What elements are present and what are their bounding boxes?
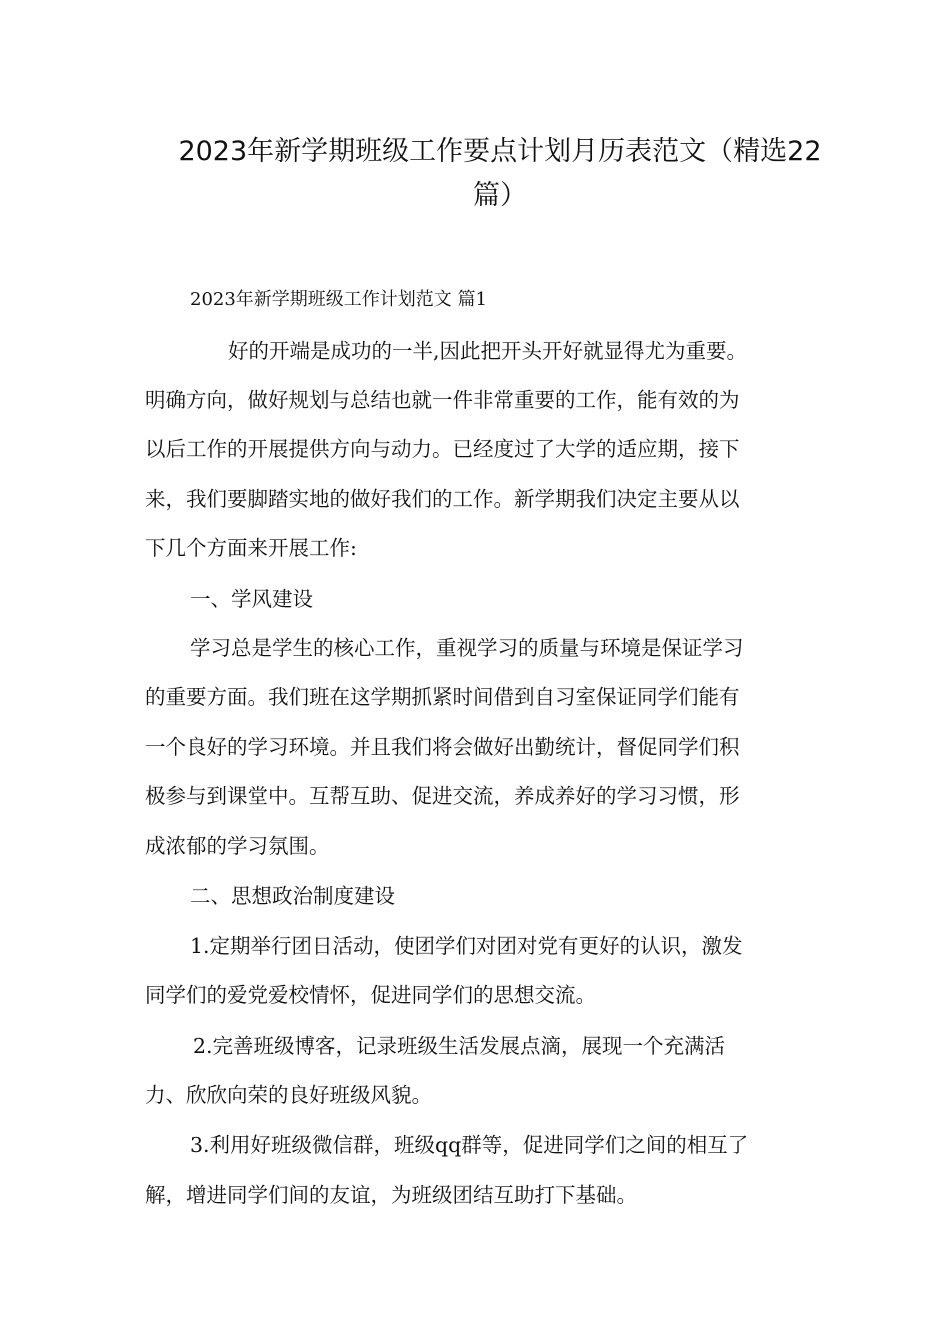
- document-title-line2: 篇）: [473, 180, 527, 211]
- intro-line-1: 好的开端是成功的一半,因此把开头开好就显得尤为重要。: [228, 339, 748, 363]
- intro-line-2: 明确方向，做好规划与总结也就一件非常重要的工作，能有效的为: [145, 388, 740, 412]
- item2-line-2: 力、欣欣向荣的良好班级风貌。: [145, 1083, 432, 1107]
- item2-line-1: 2.完善班级博客，记录班级生活发展点滴，展现一个充满活: [193, 1034, 726, 1058]
- section1-line-3: 一个良好的学习环境。并且我们将会做好出勤统计，督促同学们积: [145, 735, 740, 759]
- item1-line-1: 1.定期举行团日活动，使团学们对团对党有更好的认识，激发: [190, 934, 743, 958]
- section1-line-2: 的重要方面。我们班在这学期抓紧时间借到自习室保证同学们能有: [145, 685, 740, 709]
- item1-line-2: 同学们的爱党爱校情怀，促进同学们的思想交流。: [145, 983, 596, 1007]
- intro-line-5: 下几个方面来开展工作:: [145, 536, 357, 560]
- section1-line-4: 极参与到课堂中。互帮互助、促进交流，养成养好的学习习惯，形: [145, 784, 740, 808]
- section1-heading: 一、学风建设: [190, 587, 313, 611]
- section2-heading: 二、思想政治制度建设: [190, 884, 395, 908]
- section1-line-5: 成浓郁的学习氛围。: [145, 834, 330, 858]
- subtitle: 2023年新学期班级工作计划范文 篇1: [190, 289, 487, 310]
- document-title-line1: 2023年新学期班级工作要点计划月历表范文（精选22: [178, 136, 822, 167]
- item3-line-2: 解，增进同学们间的友谊，为班级团结互助打下基础。: [145, 1183, 637, 1207]
- intro-line-3: 以后工作的开展提供方向与动力。已经度过了大学的适应期，接下: [145, 437, 740, 461]
- item3-line-1: 3.利用好班级微信群，班级qq群等，促进同学们之间的相互了: [190, 1133, 749, 1157]
- section1-line-1: 学习总是学生的核心工作，重视学习的质量与环境是保证学习: [190, 636, 744, 660]
- intro-line-4: 来，我们要脚踏实地的做好我们的工作。新学期我们决定主要从以: [145, 487, 740, 511]
